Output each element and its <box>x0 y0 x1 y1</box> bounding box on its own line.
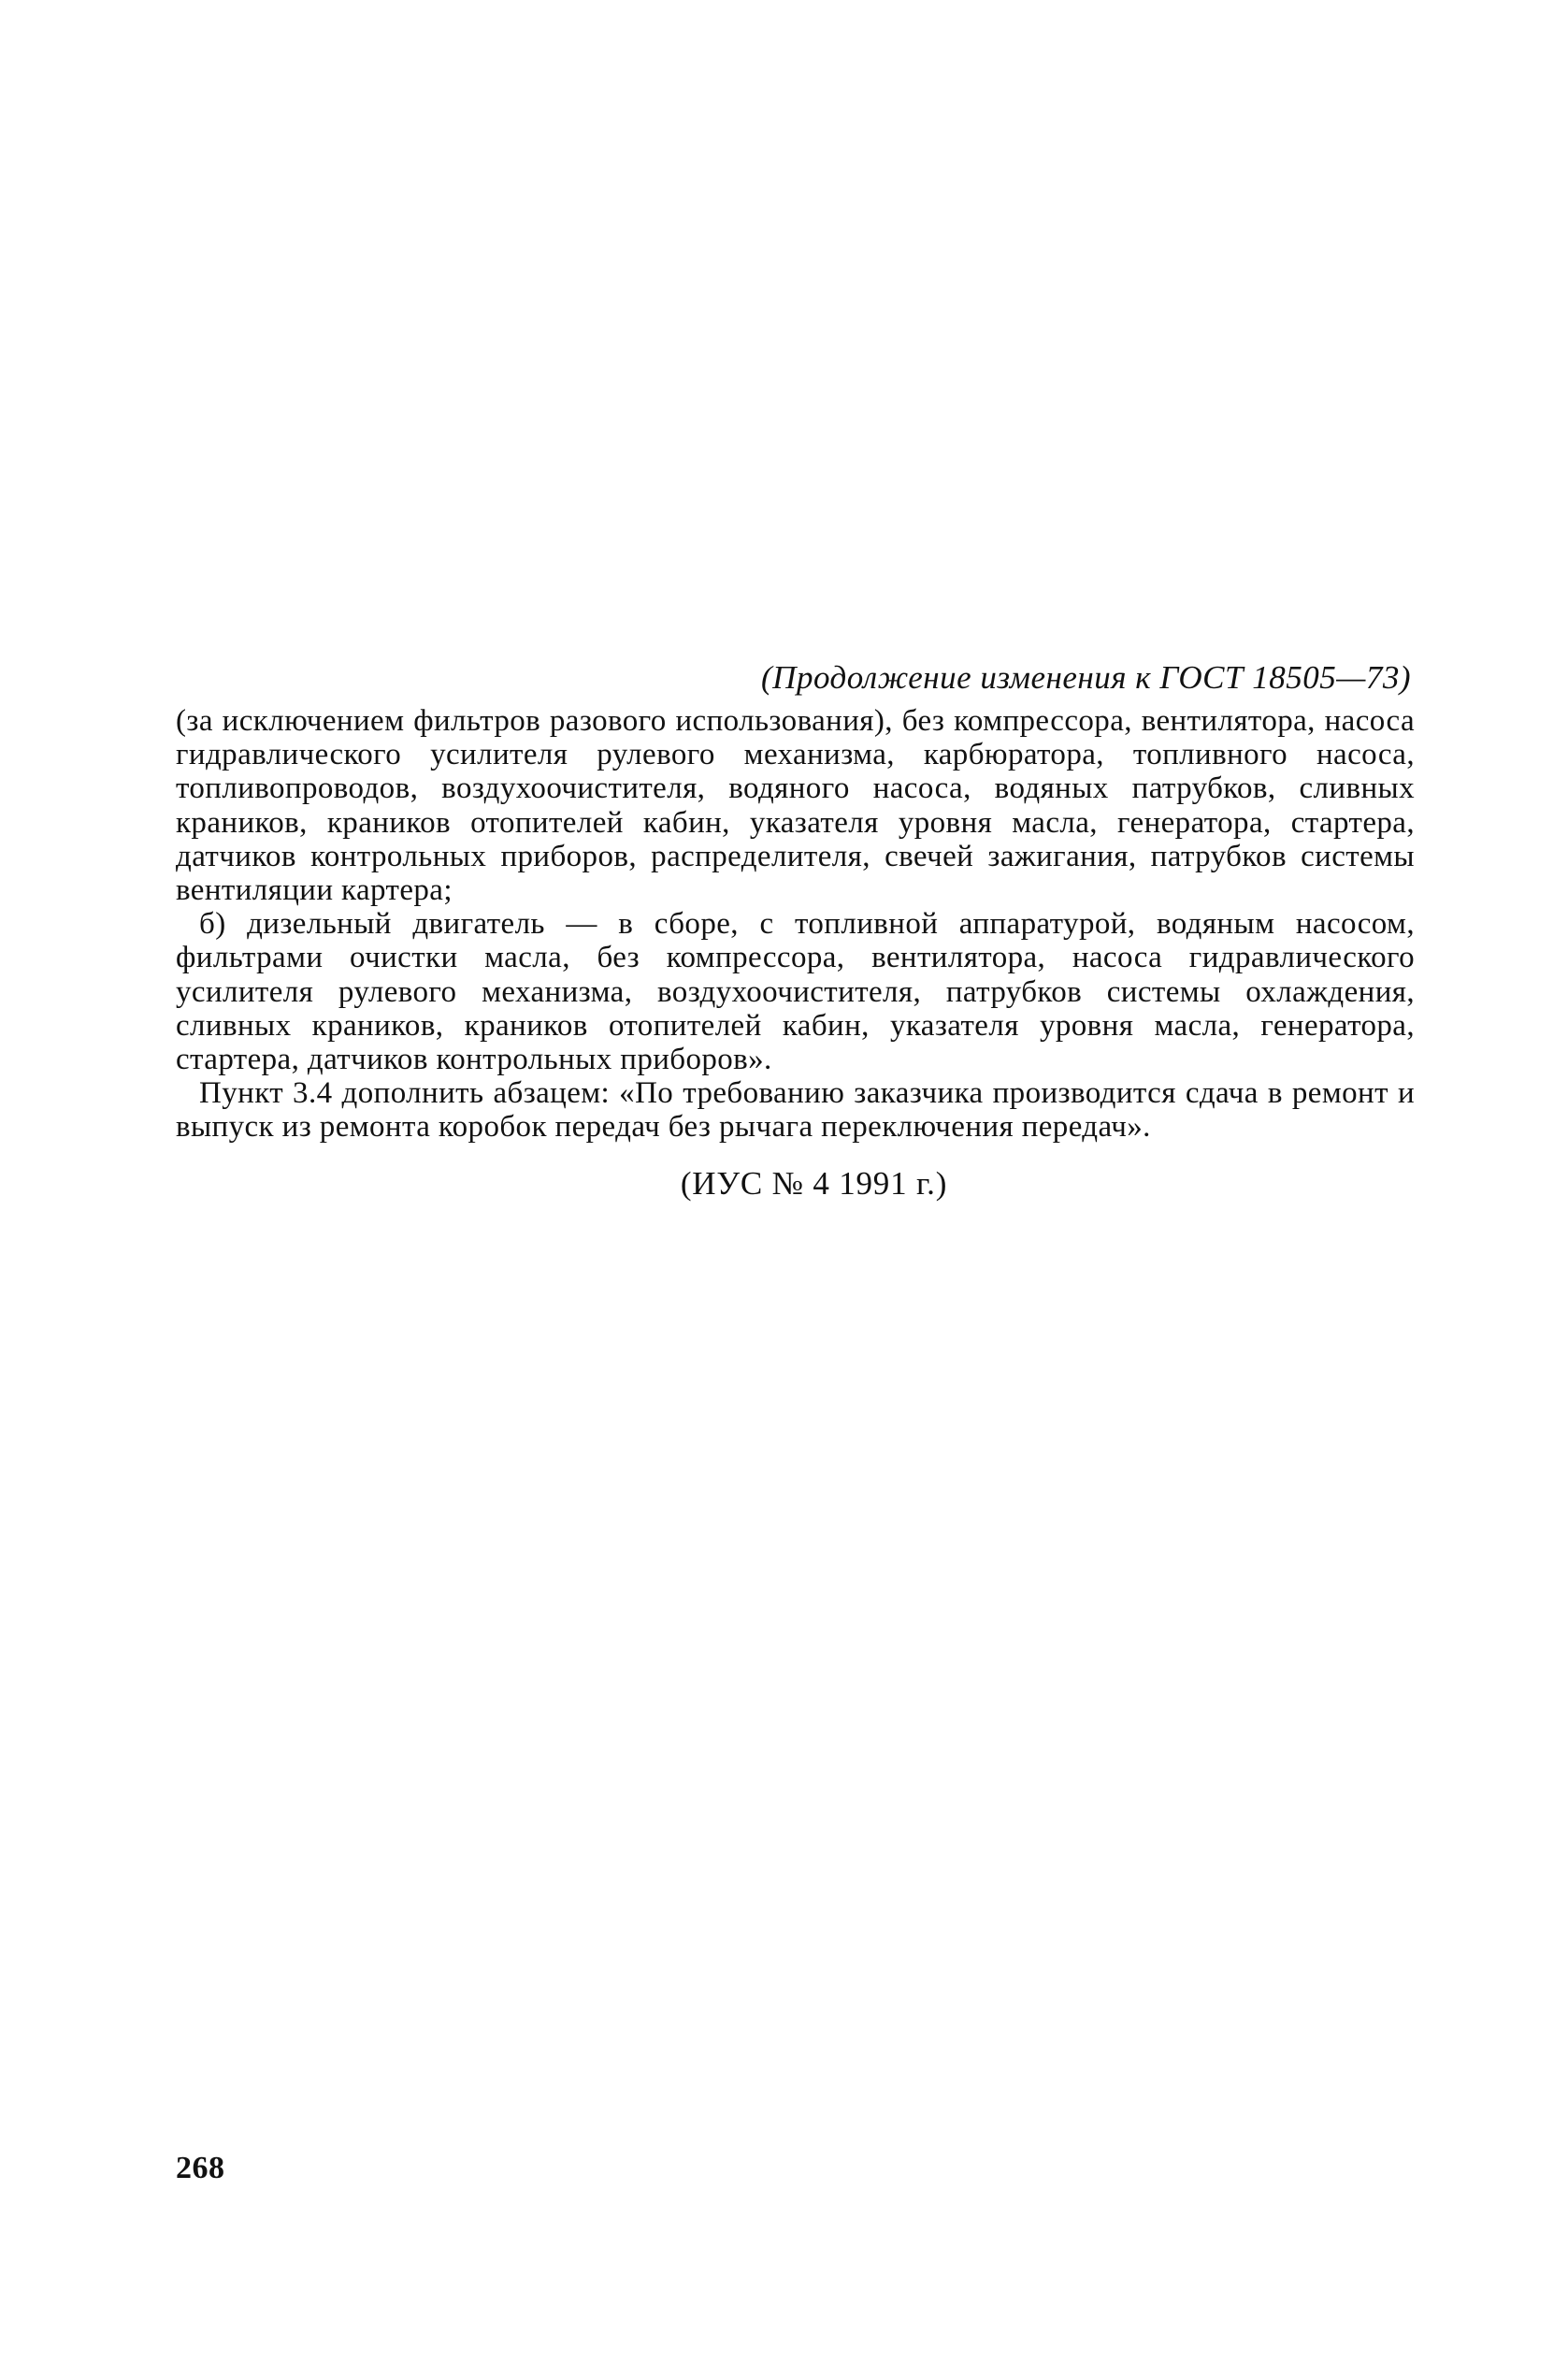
paragraph-diesel-engine: б) дизельный двигатель — в сборе, с топливной аппаратурой, водяным насосом, фильтрами очистки масла, без компрессора, вентилятора, насоса гидравлического усилителя рулевого механизма, воздухоочистителя, патрубков системы охлаждения, сливных краников, краников отопителей кабин, указателя уровня масла, генератора, стартера, датчиков контрольных приборов». <box>176 907 1415 1077</box>
continuation-header: (Продолжение изменения к ГОСТ 18505—73) <box>761 659 1411 696</box>
paragraph-clause-3-4: Пункт 3.4 дополнить абзацем: «По требованию заказчика производится сдача в ремонт и выпуск из ремонта коробок передач без рычага переключения передач». <box>176 1076 1415 1145</box>
document-body <box>176 659 1415 1203</box>
paragraph-exclusions: (за исключением фильтров разового использования), без компрессора, вентилятора, насоса гидравлического усилителя рулевого механизма, карбюратора, топливного насоса, топливопроводов, воздухоочистителя, водяного насоса, водяных патрубков, сливных краников, краников отопителей кабин, указателя уровня масла, генератора, стартера, датчиков контрольных приборов, распределителя, свечей зажигания, патрубков системы вентиляции картера; <box>176 704 1415 908</box>
source-reference: (ИУС № 4 1991 г.) <box>680 1164 948 1202</box>
page-number: 268 <box>176 2151 225 2185</box>
